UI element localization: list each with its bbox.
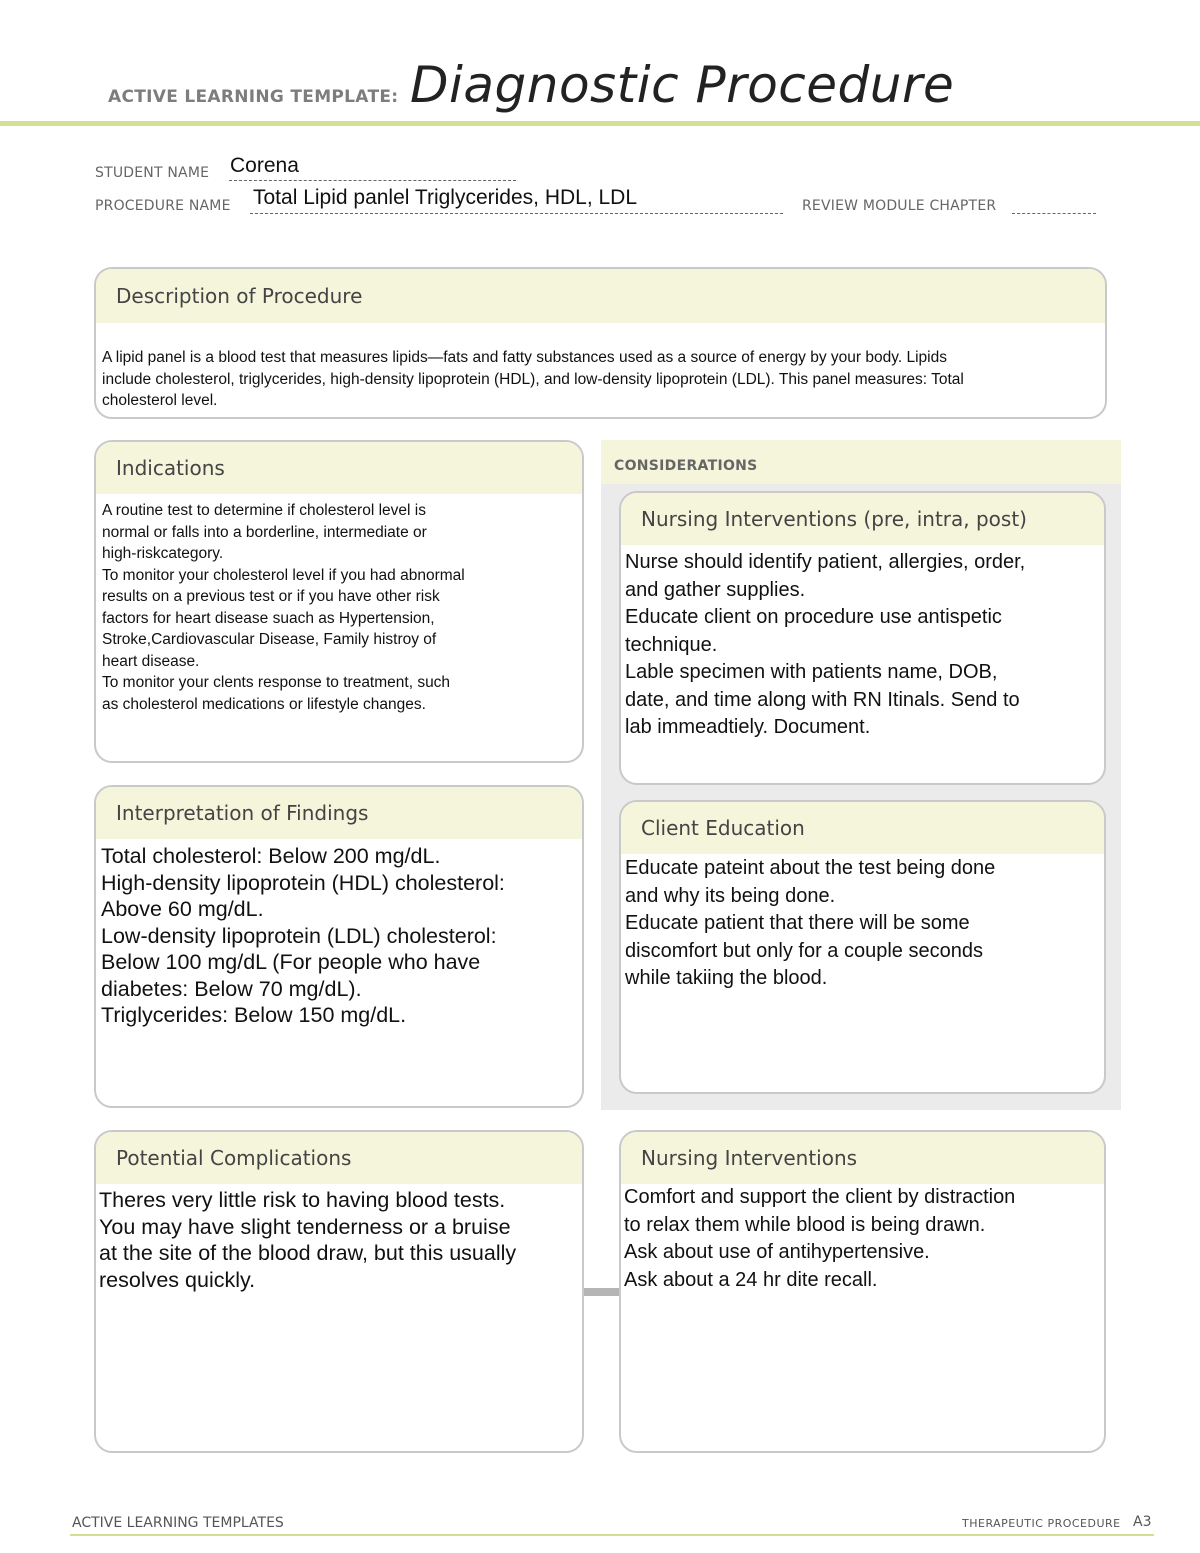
- complications-line: at the site of the blood draw, but this usually: [99, 1241, 517, 1265]
- nursing-interventions-line: Ask about a 24 hr dite recall.: [624, 1268, 878, 1291]
- page-number: A3: [1133, 1514, 1152, 1530]
- indications-line: results on a previous test or if you have other risk: [102, 588, 440, 605]
- client-education-line: while takiing the blood.: [625, 967, 828, 989]
- header-divider: [0, 121, 1200, 126]
- considerations-label: CONSIDERATIONS: [614, 458, 758, 474]
- complications-body[interactable]: [96, 1184, 582, 1293]
- procedure-name-field[interactable]: Total Lipid panlel Triglycerides, HDL, LDL: [253, 186, 638, 209]
- description-box: [94, 267, 1107, 419]
- nursing-interventions-pip-line: date, and time along with RN Itinals. Send to: [625, 688, 1020, 711]
- nursing-interventions-pip-box: [619, 491, 1106, 785]
- nursing-interventions-pip-body[interactable]: [621, 545, 1104, 742]
- indications-body[interactable]: [96, 494, 582, 715]
- review-module-underline: [1012, 213, 1096, 214]
- indications-line: To monitor your clents response to treatment, such: [102, 674, 451, 691]
- indications-line: normal or falls into a borderline, intermediate or: [102, 523, 427, 541]
- complications-line: You may have slight tenderness or a bruise: [99, 1214, 511, 1239]
- nursing-interventions-title: Nursing Interventions: [621, 1132, 1104, 1184]
- interpretation-line: diabetes: Below 70 mg/dL).: [101, 976, 362, 1001]
- nursing-interventions-pip-line: Nurse should identify patient, allergies, order,: [625, 551, 1026, 573]
- interpretation-title: Interpretation of Findings: [96, 787, 582, 839]
- student-name-field[interactable]: Corena: [230, 154, 299, 177]
- interpretation-line: Total cholesterol: Below 200 mg/dL.: [101, 844, 441, 868]
- description-body[interactable]: [96, 323, 1105, 412]
- footer-left-label: ACTIVE LEARNING TEMPLATES: [72, 1515, 284, 1531]
- interpretation-line: High-density lipoprotein (HDL) cholesterol:: [101, 870, 505, 895]
- nursing-interventions-pip-line: Lable specimen with patients name, DOB,: [625, 661, 998, 683]
- template-prefix: ACTIVE LEARNING TEMPLATE:: [108, 87, 399, 107]
- complications-line: Theres very little risk to having blood tests.: [99, 1188, 506, 1212]
- interpretation-line: Above 60 mg/dL.: [101, 897, 264, 921]
- procedure-name-underline: [250, 213, 783, 214]
- description-title: Description of Procedure: [96, 269, 1105, 323]
- client-education-line: discomfort but only for a couple seconds: [625, 939, 983, 962]
- indications-box: [94, 440, 584, 763]
- nursing-interventions-pip-line: and gather supplies.: [625, 578, 806, 601]
- indications-line: A routine test to determine if cholesterol level is: [102, 502, 426, 519]
- indications-line: heart disease.: [102, 652, 200, 670]
- indications-line: To monitor your cholesterol level if you had abnormal: [102, 566, 465, 584]
- interpretation-body[interactable]: [96, 839, 582, 1029]
- indications-line: factors for heart disease suach as Hypertension,: [102, 609, 435, 627]
- interpretation-line: Triglycerides: Below 150 mg/dL.: [101, 1003, 407, 1027]
- nursing-interventions-body[interactable]: [621, 1184, 1104, 1294]
- page-title: Diagnostic Procedure: [410, 56, 955, 114]
- student-name-underline: [229, 180, 516, 181]
- interpretation-line: Low-density lipoprotein (LDL) cholesterol:: [101, 923, 497, 948]
- client-education-line: and why its being done.: [625, 884, 836, 907]
- nursing-interventions-pip-line: technique.: [625, 633, 718, 656]
- indications-line: as cholesterol medications or lifestyle changes.: [102, 695, 426, 713]
- indications-line: high-riskcategory.: [102, 545, 224, 562]
- complications-title: Potential Complications: [96, 1132, 582, 1184]
- nursing-interventions-line: to relax them while blood is being drawn.: [624, 1213, 986, 1236]
- description-line: cholesterol level.: [102, 392, 218, 409]
- footer-right-label: THERAPEUTIC PROCEDURE: [962, 1517, 1121, 1530]
- footer-divider: [70, 1534, 1154, 1536]
- description-line: include cholesterol, triglycerides, high-density lipoprotein (HDL), and low-density lipoprotein (LDL). This panel measures: Total: [102, 370, 964, 388]
- procedure-name-label: PROCEDURE NAME: [95, 198, 231, 214]
- client-education-title: Client Education: [621, 802, 1104, 854]
- indications-title: Indications: [96, 442, 582, 494]
- client-education-body[interactable]: [621, 854, 1104, 993]
- complications-line: resolves quickly.: [99, 1267, 256, 1292]
- complications-box: [94, 1130, 584, 1453]
- indications-line: Stroke,Cardiovascular Disease, Family histroy of: [102, 631, 437, 648]
- client-education-box: [619, 800, 1106, 1094]
- interpretation-box: [94, 785, 584, 1108]
- nursing-interventions-box: [619, 1130, 1106, 1453]
- box-connector: [582, 1288, 620, 1296]
- page-header: [96, 56, 1096, 116]
- review-module-label: REVIEW MODULE CHAPTER: [802, 198, 997, 214]
- description-line: A lipid panel is a blood test that measures lipids—fats and fatty substances used as a source of energy by your body. Lipids: [102, 349, 947, 366]
- student-name-label: STUDENT NAME: [95, 165, 210, 181]
- interpretation-line: Below 100 mg/dL (For people who have: [101, 950, 481, 974]
- nursing-interventions-line: Comfort and support the client by distraction: [624, 1186, 1016, 1208]
- nursing-interventions-pip-line: Educate client on procedure use antispetic: [625, 606, 1002, 628]
- client-education-line: Educate patient that there will be some: [625, 912, 970, 934]
- client-education-line: Educate pateint about the test being done: [625, 857, 996, 879]
- nursing-interventions-line: Ask about use of antihypertensive.: [624, 1241, 930, 1263]
- nursing-interventions-pip-line: lab immeadtiely. Document.: [625, 716, 871, 738]
- nursing-interventions-pip-title: Nursing Interventions (pre, intra, post): [621, 493, 1104, 545]
